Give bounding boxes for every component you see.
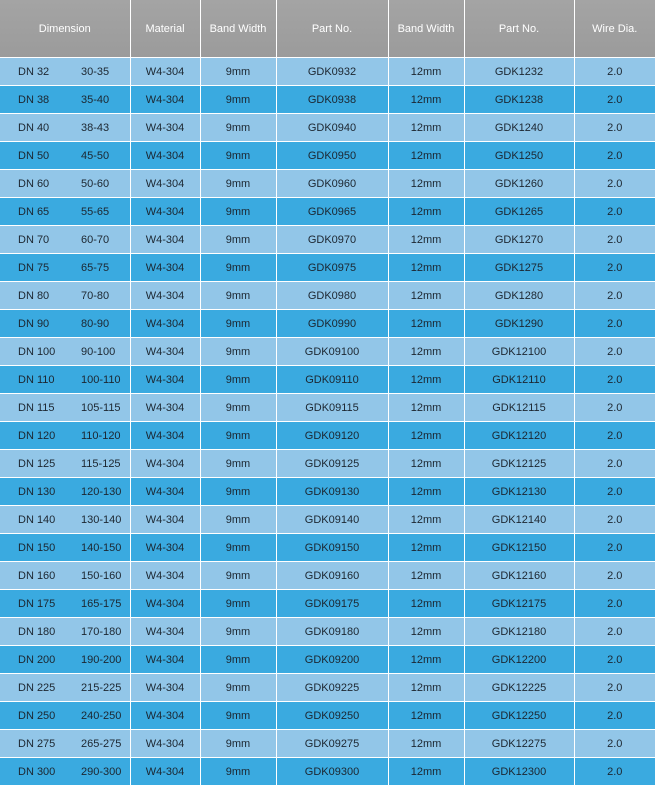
- material-cell: W4-304: [130, 310, 200, 338]
- band-width-12-cell: 12mm: [388, 142, 464, 170]
- table-row: [0, 506, 655, 534]
- part-no-12-cell: GDK12250: [464, 702, 574, 730]
- dimension-dn-cell: DN 140: [0, 506, 65, 534]
- material-cell: W4-304: [130, 114, 200, 142]
- dimension-range-cell: 35-40: [65, 86, 130, 114]
- band-width-12-cell: 12mm: [388, 114, 464, 142]
- table-header: [0, 0, 655, 58]
- part-no-9-cell: GDK09150: [276, 534, 388, 562]
- part-no-9-cell: GDK09110: [276, 366, 388, 394]
- part-no-12-cell: GDK12175: [464, 590, 574, 618]
- dimension-range-cell: 115-125: [65, 450, 130, 478]
- table-row: [0, 142, 655, 170]
- table-row: [0, 254, 655, 282]
- band-width-12-cell: 12mm: [388, 170, 464, 198]
- material-cell: W4-304: [130, 562, 200, 590]
- dimension-range-cell: 70-80: [65, 282, 130, 310]
- table-row: [0, 702, 655, 730]
- band-width-9-cell: 9mm: [200, 422, 276, 450]
- header-dimension: Dimension: [0, 0, 130, 58]
- part-no-12-cell: GDK12115: [464, 394, 574, 422]
- part-no-12-cell: GDK12225: [464, 674, 574, 702]
- dimension-range-cell: 215-225: [65, 674, 130, 702]
- band-width-9-cell: 9mm: [200, 646, 276, 674]
- part-no-12-cell: GDK1275: [464, 254, 574, 282]
- band-width-12-cell: 12mm: [388, 450, 464, 478]
- part-no-12-cell: GDK12300: [464, 758, 574, 786]
- dimension-dn-cell: DN 300: [0, 758, 65, 786]
- wire-dia-cell: 2.0: [574, 506, 655, 534]
- material-cell: W4-304: [130, 282, 200, 310]
- part-no-12-cell: GDK1240: [464, 114, 574, 142]
- band-width-9-cell: 9mm: [200, 590, 276, 618]
- material-cell: W4-304: [130, 198, 200, 226]
- part-no-12-cell: GDK12110: [464, 366, 574, 394]
- wire-dia-cell: 2.0: [574, 282, 655, 310]
- band-width-9-cell: 9mm: [200, 254, 276, 282]
- table-row: [0, 198, 655, 226]
- band-width-9-cell: 9mm: [200, 730, 276, 758]
- dimension-dn-cell: DN 50: [0, 142, 65, 170]
- part-no-9-cell: GDK09250: [276, 702, 388, 730]
- dimension-range-cell: 100-110: [65, 366, 130, 394]
- table-row: [0, 58, 655, 86]
- wire-dia-cell: 2.0: [574, 730, 655, 758]
- band-width-12-cell: 12mm: [388, 198, 464, 226]
- table-row: [0, 170, 655, 198]
- part-no-12-cell: GDK1290: [464, 310, 574, 338]
- part-no-9-cell: GDK0960: [276, 170, 388, 198]
- dimension-range-cell: 105-115: [65, 394, 130, 422]
- part-no-9-cell: GDK0990: [276, 310, 388, 338]
- band-width-12-cell: 12mm: [388, 366, 464, 394]
- part-no-9-cell: GDK0950: [276, 142, 388, 170]
- dimension-dn-cell: DN 225: [0, 674, 65, 702]
- part-no-9-cell: GDK0932: [276, 58, 388, 86]
- table-row: [0, 226, 655, 254]
- dimension-dn-cell: DN 160: [0, 562, 65, 590]
- dimension-range-cell: 65-75: [65, 254, 130, 282]
- band-width-12-cell: 12mm: [388, 506, 464, 534]
- part-no-12-cell: GDK12125: [464, 450, 574, 478]
- part-no-12-cell: GDK12100: [464, 338, 574, 366]
- part-no-12-cell: GDK12160: [464, 562, 574, 590]
- band-width-12-cell: 12mm: [388, 338, 464, 366]
- band-width-12-cell: 12mm: [388, 758, 464, 786]
- wire-dia-cell: 2.0: [574, 310, 655, 338]
- part-no-9-cell: GDK09140: [276, 506, 388, 534]
- part-no-12-cell: GDK1232: [464, 58, 574, 86]
- dimension-dn-cell: DN 75: [0, 254, 65, 282]
- part-no-9-cell: GDK0980: [276, 282, 388, 310]
- dimension-dn-cell: DN 60: [0, 170, 65, 198]
- wire-dia-cell: 2.0: [574, 450, 655, 478]
- material-cell: W4-304: [130, 646, 200, 674]
- material-cell: W4-304: [130, 226, 200, 254]
- material-cell: W4-304: [130, 170, 200, 198]
- part-no-12-cell: GDK12180: [464, 618, 574, 646]
- part-no-12-cell: GDK12275: [464, 730, 574, 758]
- material-cell: W4-304: [130, 58, 200, 86]
- part-no-9-cell: GDK09120: [276, 422, 388, 450]
- band-width-12-cell: 12mm: [388, 86, 464, 114]
- dimension-range-cell: 165-175: [65, 590, 130, 618]
- band-width-9-cell: 9mm: [200, 562, 276, 590]
- dimension-range-cell: 38-43: [65, 114, 130, 142]
- header-part-no-12: Part No.: [464, 0, 574, 58]
- material-cell: W4-304: [130, 422, 200, 450]
- material-cell: W4-304: [130, 674, 200, 702]
- wire-dia-cell: 2.0: [574, 702, 655, 730]
- part-no-12-cell: GDK12150: [464, 534, 574, 562]
- dimension-dn-cell: DN 80: [0, 282, 65, 310]
- part-no-9-cell: GDK09125: [276, 450, 388, 478]
- wire-dia-cell: 2.0: [574, 114, 655, 142]
- part-no-9-cell: GDK0970: [276, 226, 388, 254]
- part-no-12-cell: GDK1270: [464, 226, 574, 254]
- part-no-12-cell: GDK1238: [464, 86, 574, 114]
- part-no-9-cell: GDK09200: [276, 646, 388, 674]
- band-width-9-cell: 9mm: [200, 58, 276, 86]
- band-width-9-cell: 9mm: [200, 534, 276, 562]
- dimension-dn-cell: DN 110: [0, 366, 65, 394]
- part-no-12-cell: GDK1260: [464, 170, 574, 198]
- table-row: [0, 478, 655, 506]
- material-cell: W4-304: [130, 590, 200, 618]
- band-width-12-cell: 12mm: [388, 254, 464, 282]
- dimension-dn-cell: DN 250: [0, 702, 65, 730]
- table-row: [0, 730, 655, 758]
- band-width-9-cell: 9mm: [200, 198, 276, 226]
- wire-dia-cell: 2.0: [574, 338, 655, 366]
- band-width-9-cell: 9mm: [200, 478, 276, 506]
- dimension-range-cell: 290-300: [65, 758, 130, 786]
- header-row: [0, 0, 655, 58]
- band-width-9-cell: 9mm: [200, 394, 276, 422]
- table-row: [0, 618, 655, 646]
- table-row: [0, 562, 655, 590]
- table-body: [0, 58, 655, 786]
- band-width-9-cell: 9mm: [200, 758, 276, 786]
- dimension-range-cell: 110-120: [65, 422, 130, 450]
- band-width-12-cell: 12mm: [388, 562, 464, 590]
- material-cell: W4-304: [130, 254, 200, 282]
- wire-dia-cell: 2.0: [574, 86, 655, 114]
- part-no-12-cell: GDK1250: [464, 142, 574, 170]
- material-cell: W4-304: [130, 478, 200, 506]
- header-part-no-9: Part No.: [276, 0, 388, 58]
- dimension-dn-cell: DN 275: [0, 730, 65, 758]
- part-no-12-cell: GDK12120: [464, 422, 574, 450]
- dimension-dn-cell: DN 90: [0, 310, 65, 338]
- part-no-12-cell: GDK12130: [464, 478, 574, 506]
- table-row: [0, 114, 655, 142]
- part-no-12-cell: GDK12200: [464, 646, 574, 674]
- material-cell: W4-304: [130, 394, 200, 422]
- dimension-dn-cell: DN 150: [0, 534, 65, 562]
- band-width-12-cell: 12mm: [388, 702, 464, 730]
- wire-dia-cell: 2.0: [574, 758, 655, 786]
- band-width-12-cell: 12mm: [388, 422, 464, 450]
- wire-dia-cell: 2.0: [574, 478, 655, 506]
- band-width-9-cell: 9mm: [200, 618, 276, 646]
- part-no-9-cell: GDK09225: [276, 674, 388, 702]
- table-row: [0, 590, 655, 618]
- part-no-9-cell: GDK09160: [276, 562, 388, 590]
- header-band-width-9: Band Width: [200, 0, 276, 58]
- dimension-range-cell: 240-250: [65, 702, 130, 730]
- dimension-range-cell: 150-160: [65, 562, 130, 590]
- dimension-range-cell: 130-140: [65, 506, 130, 534]
- material-cell: W4-304: [130, 142, 200, 170]
- band-width-12-cell: 12mm: [388, 478, 464, 506]
- dimension-range-cell: 190-200: [65, 646, 130, 674]
- part-no-9-cell: GDK09175: [276, 590, 388, 618]
- part-no-9-cell: GDK09180: [276, 618, 388, 646]
- dimension-dn-cell: DN 32: [0, 58, 65, 86]
- dimension-dn-cell: DN 115: [0, 394, 65, 422]
- band-width-9-cell: 9mm: [200, 450, 276, 478]
- material-cell: W4-304: [130, 730, 200, 758]
- dimension-dn-cell: DN 120: [0, 422, 65, 450]
- wire-dia-cell: 2.0: [574, 422, 655, 450]
- wire-dia-cell: 2.0: [574, 618, 655, 646]
- table-row: [0, 646, 655, 674]
- dimension-range-cell: 90-100: [65, 338, 130, 366]
- dimension-range-cell: 45-50: [65, 142, 130, 170]
- band-width-12-cell: 12mm: [388, 618, 464, 646]
- dimension-dn-cell: DN 200: [0, 646, 65, 674]
- wire-dia-cell: 2.0: [574, 534, 655, 562]
- part-no-12-cell: GDK1265: [464, 198, 574, 226]
- part-no-9-cell: GDK09275: [276, 730, 388, 758]
- dimension-range-cell: 170-180: [65, 618, 130, 646]
- wire-dia-cell: 2.0: [574, 646, 655, 674]
- band-width-9-cell: 9mm: [200, 86, 276, 114]
- dimension-dn-cell: DN 130: [0, 478, 65, 506]
- material-cell: W4-304: [130, 618, 200, 646]
- band-width-9-cell: 9mm: [200, 506, 276, 534]
- wire-dia-cell: 2.0: [574, 226, 655, 254]
- header-wire-dia: Wire Dia.: [574, 0, 655, 58]
- dimension-range-cell: 80-90: [65, 310, 130, 338]
- wire-dia-cell: 2.0: [574, 394, 655, 422]
- dimension-range-cell: 60-70: [65, 226, 130, 254]
- dimension-dn-cell: DN 180: [0, 618, 65, 646]
- header-material: Material: [130, 0, 200, 58]
- band-width-9-cell: 9mm: [200, 114, 276, 142]
- wire-dia-cell: 2.0: [574, 674, 655, 702]
- band-width-9-cell: 9mm: [200, 170, 276, 198]
- band-width-9-cell: 9mm: [200, 282, 276, 310]
- header-band-width-12: Band Width: [388, 0, 464, 58]
- band-width-12-cell: 12mm: [388, 590, 464, 618]
- dimension-dn-cell: DN 175: [0, 590, 65, 618]
- material-cell: W4-304: [130, 702, 200, 730]
- band-width-12-cell: 12mm: [388, 730, 464, 758]
- band-width-9-cell: 9mm: [200, 142, 276, 170]
- table-row: [0, 282, 655, 310]
- wire-dia-cell: 2.0: [574, 142, 655, 170]
- table-row: [0, 674, 655, 702]
- material-cell: W4-304: [130, 86, 200, 114]
- band-width-12-cell: 12mm: [388, 282, 464, 310]
- part-no-12-cell: GDK1280: [464, 282, 574, 310]
- wire-dia-cell: 2.0: [574, 170, 655, 198]
- table-row: [0, 394, 655, 422]
- band-width-9-cell: 9mm: [200, 366, 276, 394]
- wire-dia-cell: 2.0: [574, 198, 655, 226]
- dimension-dn-cell: DN 65: [0, 198, 65, 226]
- dimension-range-cell: 120-130: [65, 478, 130, 506]
- dimension-range-cell: 50-60: [65, 170, 130, 198]
- wire-dia-cell: 2.0: [574, 562, 655, 590]
- part-no-12-cell: GDK12140: [464, 506, 574, 534]
- table-row: [0, 534, 655, 562]
- table-row: [0, 310, 655, 338]
- part-no-9-cell: GDK0940: [276, 114, 388, 142]
- material-cell: W4-304: [130, 506, 200, 534]
- table-row: [0, 758, 655, 786]
- material-cell: W4-304: [130, 366, 200, 394]
- dimension-dn-cell: DN 70: [0, 226, 65, 254]
- part-no-9-cell: GDK09100: [276, 338, 388, 366]
- dimension-range-cell: 55-65: [65, 198, 130, 226]
- material-cell: W4-304: [130, 450, 200, 478]
- dimension-range-cell: 265-275: [65, 730, 130, 758]
- band-width-12-cell: 12mm: [388, 310, 464, 338]
- material-cell: W4-304: [130, 338, 200, 366]
- material-cell: W4-304: [130, 534, 200, 562]
- part-no-9-cell: GDK0965: [276, 198, 388, 226]
- band-width-12-cell: 12mm: [388, 674, 464, 702]
- table-row: [0, 366, 655, 394]
- part-no-9-cell: GDK09130: [276, 478, 388, 506]
- table-row: [0, 338, 655, 366]
- band-width-9-cell: 9mm: [200, 702, 276, 730]
- band-width-12-cell: 12mm: [388, 394, 464, 422]
- material-cell: W4-304: [130, 758, 200, 786]
- part-no-9-cell: GDK0938: [276, 86, 388, 114]
- table-row: [0, 450, 655, 478]
- dimension-dn-cell: DN 125: [0, 450, 65, 478]
- band-width-12-cell: 12mm: [388, 534, 464, 562]
- band-width-9-cell: 9mm: [200, 338, 276, 366]
- dimension-dn-cell: DN 40: [0, 114, 65, 142]
- table-row: [0, 86, 655, 114]
- band-width-9-cell: 9mm: [200, 310, 276, 338]
- wire-dia-cell: 2.0: [574, 58, 655, 86]
- dimension-dn-cell: DN 38: [0, 86, 65, 114]
- dimension-dn-cell: DN 100: [0, 338, 65, 366]
- band-width-9-cell: 9mm: [200, 226, 276, 254]
- dimension-range-cell: 140-150: [65, 534, 130, 562]
- band-width-12-cell: 12mm: [388, 226, 464, 254]
- dimension-range-cell: 30-35: [65, 58, 130, 86]
- wire-dia-cell: 2.0: [574, 590, 655, 618]
- wire-dia-cell: 2.0: [574, 366, 655, 394]
- wire-dia-cell: 2.0: [574, 254, 655, 282]
- table-row: [0, 422, 655, 450]
- band-width-9-cell: 9mm: [200, 674, 276, 702]
- band-width-12-cell: 12mm: [388, 646, 464, 674]
- part-no-9-cell: GDK0975: [276, 254, 388, 282]
- band-width-12-cell: 12mm: [388, 58, 464, 86]
- part-no-9-cell: GDK09115: [276, 394, 388, 422]
- part-no-9-cell: GDK09300: [276, 758, 388, 786]
